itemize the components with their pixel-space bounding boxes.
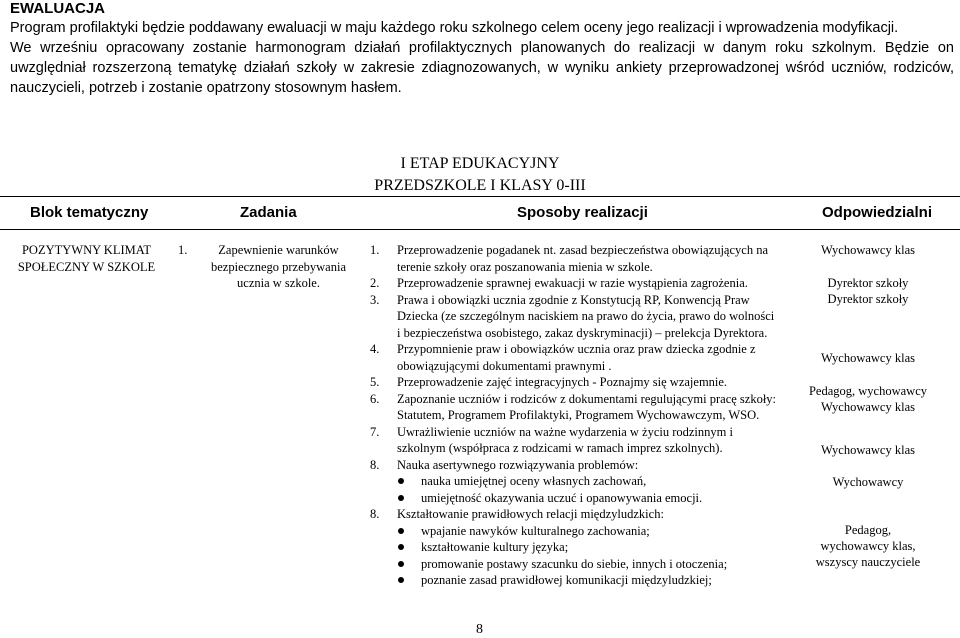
way-text: Nauka asertywnego rozwiązywania problemów: <box>397 457 639 472</box>
way-text: Uwrażliwienie uczniów na ważne wydarzenia w życiu rodzinnym i szkolnym (współpraca z rodzicami w ramach imprez szkolnych). <box>397 424 733 455</box>
responsible-9: Pedagog, <box>844 523 892 537</box>
way-bullet <box>360 490 780 507</box>
way-number: 8. <box>370 507 380 521</box>
way-bullet <box>360 572 780 589</box>
way-bullet <box>360 556 780 573</box>
bullet-icon <box>398 528 404 534</box>
way-text: Przeprowadzenie zajęć integracyjnych - Poznajmy się wzajemnie. <box>397 375 728 389</box>
stage-title: I ETAP EDUKACYJNY <box>400 155 560 172</box>
way-text: Przeprowadzenie sprawnej ewakuacji w razie wystąpienia zagrożenia. <box>397 276 748 290</box>
way-item <box>360 457 780 474</box>
table-header <box>0 196 960 230</box>
task-text: Zapewnienie warunków bezpiecznego przebywania ucznia w szkole. <box>211 243 346 290</box>
bullet-text: umiejętność okazywania uczuć i opanowywania emocji. <box>421 490 703 505</box>
bullet-icon <box>398 561 404 567</box>
responsible-1: Wychowawcy klas <box>820 243 915 257</box>
responsible-3: Dyrektor szkoły <box>827 292 909 306</box>
bullet-text: kształtowanie kultury języka; <box>421 540 569 554</box>
way-text: Prawa i obowiązki ucznia zgodnie z Konstytucją RP, Konwencją Praw Dziecka (ze szczególnym naciskiem na prawo do życia, prawo do wolności i bezpieczeństwa osobistego, zakaz dyskryminacji) – prelekcja Dyrektora. <box>397 292 775 340</box>
task-number: 1. <box>178 243 188 257</box>
way-number: 5. <box>370 375 380 389</box>
way-number: 8. <box>370 457 380 472</box>
way-text: Przypomnienie praw i obowiązków ucznia oraz praw dziecka zgodnie z obowiązującymi dokumentami prawnymi . <box>397 342 756 373</box>
way-number: 4. <box>370 342 380 356</box>
way-number: 6. <box>370 391 380 406</box>
header-responsible: Odpowiedzialni <box>822 204 933 221</box>
way-bullet <box>360 523 780 540</box>
header-tasks: Zadania <box>240 204 297 221</box>
way-item <box>360 275 780 292</box>
way-text: Zapoznanie uczniów i rodziców z dokumentami regulującymi pracę szkoły: Statutem, Programem Profilaktyki, Programem Wychowawczym, WSO. <box>397 391 777 422</box>
responsible-7: Wychowawcy klas <box>820 443 915 457</box>
responsible-6: Wychowawcy klas <box>820 400 915 414</box>
bullet-text: promowanie postawy szacunku do siebie, innych i otoczenia; <box>421 556 728 571</box>
bullet-text: nauka umiejętnej oceny własnych zachowań, <box>421 474 647 488</box>
stage-subtitle: PRZEDSZKOLE I KLASY 0-III <box>374 177 586 194</box>
responsible-11: wszyscy nauczyciele <box>815 555 921 569</box>
way-item <box>360 506 780 523</box>
way-text: Kształtowanie prawidłowych relacji międzyludzkich: <box>397 507 664 521</box>
way-number: 1. <box>370 243 380 257</box>
way-item <box>360 292 780 342</box>
topic-block-cell: POZYTYWNY KLIMAT SPOŁECZNY W SZKOLE <box>17 243 156 274</box>
bullet-icon <box>398 478 404 484</box>
way-item <box>360 341 780 374</box>
intro-paragraph-2: We wrześniu opracowany zostanie harmonogram działań profilaktycznych planowanych do realizacji w danym roku szkolnym. Będzie on uwzględniał rozszerzoną tematykę działań szkoły w zakresie zdiagnozowanych, w wyniku ankiety przeprowadzonej wśród uczniów, rodziców, nauczycieli, potrzeb i zostanie opatrzony stosownym hasłem. <box>10 40 954 96</box>
way-item <box>360 391 780 424</box>
section-heading: EWALUACJA <box>10 0 106 17</box>
bullet-icon <box>398 577 404 583</box>
way-item <box>360 424 780 457</box>
way-number: 7. <box>370 424 380 439</box>
responsible-2: Dyrektor szkoły <box>827 276 909 290</box>
header-ways: Sposoby realizacji <box>517 204 648 221</box>
bullet-icon <box>398 495 404 501</box>
responsible-8: Wychowawcy <box>832 475 904 489</box>
way-number: 3. <box>370 292 380 307</box>
bullet-text: poznanie zasad prawidłowej komunikacji międzyludzkiej; <box>421 573 712 587</box>
bullet-icon <box>398 544 404 550</box>
responsible-4: Wychowawcy klas <box>820 351 915 365</box>
way-number: 2. <box>370 276 380 290</box>
bullet-text: wpajanie nawyków kulturalnego zachowania; <box>421 523 650 538</box>
way-item <box>360 374 780 391</box>
way-bullet <box>360 539 780 556</box>
intro-text <box>10 18 954 98</box>
header-block: Blok tematyczny <box>30 204 149 221</box>
responsible-10: wychowawcy klas, <box>820 539 916 553</box>
way-text: Przeprowadzenie pogadanek nt. zasad bezpieczeństwa obowiązujących na terenie szkoły oraz poszanowania mienia w szkole. <box>397 243 769 274</box>
responsible-5: Pedagog, wychowawcy <box>808 384 928 398</box>
intro-paragraph-1: Program profilaktyki będzie poddawany ewaluacji w maju każdego roku szkolnego celem oceny jego realizacji i wprowadzenia modyfikacji. <box>10 20 899 36</box>
way-item <box>360 242 780 275</box>
page-number: 8 <box>476 622 483 637</box>
way-bullet <box>360 473 780 490</box>
ways-list <box>360 242 780 589</box>
